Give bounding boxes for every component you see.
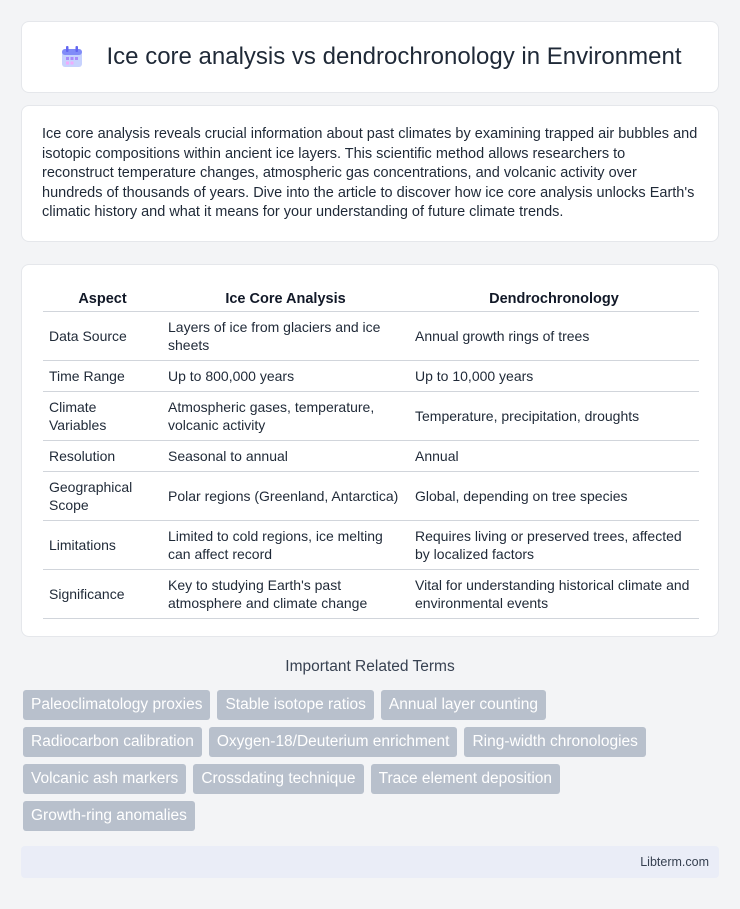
term-tag[interactable]: Stable isotope ratios <box>217 690 373 720</box>
related-terms-list <box>23 690 723 838</box>
tag-row <box>23 727 723 757</box>
table-cell: Limitations <box>43 521 162 570</box>
table-cell: Up to 800,000 years <box>162 361 409 392</box>
table-row <box>43 392 699 441</box>
term-tag[interactable]: Annual layer counting <box>381 690 546 720</box>
table-row <box>43 521 699 570</box>
related-terms-title: Important Related Terms <box>285 658 455 675</box>
table-cell: Key to studying Earth's past atmosphere and climate change <box>162 570 409 619</box>
table-cell: Limited to cold regions, ice melting can affect record <box>162 521 409 570</box>
table-cell: Layers of ice from glaciers and ice sheets <box>162 312 409 361</box>
table-cell: Temperature, precipitation, droughts <box>409 392 699 441</box>
table-cell: Requires living or preserved trees, affected by localized factors <box>409 521 699 570</box>
table-cell: Resolution <box>43 441 162 472</box>
intro-card <box>21 105 719 242</box>
table-cell: Geographical Scope <box>43 472 162 521</box>
intro-text: Ice core analysis reveals crucial information about past climates by examining trapped air bubbles and isotopic compositions within ancient ice layers. This scientific method allows researchers to reconstruct temperature changes, atmospheric gas concentrations, and volcanic activity over hundreds of thousands of years. Dive into the article to discover how ice core analysis unlocks Earth's climatic history and what it means for your understanding of future climate trends. <box>42 126 698 221</box>
term-tag[interactable]: Crossdating technique <box>193 764 363 794</box>
table-cell: Global, depending on tree species <box>409 472 699 521</box>
table-row <box>43 570 699 619</box>
table-header-row <box>43 285 699 312</box>
comparison-table-card <box>21 264 719 637</box>
table-cell: Atmospheric gases, temperature, volcanic activity <box>162 392 409 441</box>
table-cell: Polar regions (Greenland, Antarctica) <box>162 472 409 521</box>
column-header: Aspect <box>43 285 162 312</box>
tag-row <box>23 764 723 794</box>
table-cell: Seasonal to annual <box>162 441 409 472</box>
table-row <box>43 312 699 361</box>
column-header: Ice Core Analysis <box>162 285 409 312</box>
table-cell: Time Range <box>43 361 162 392</box>
tag-row <box>23 690 723 720</box>
header-card <box>21 21 719 93</box>
table-row <box>43 361 699 392</box>
table-cell: Significance <box>43 570 162 619</box>
term-tag[interactable]: Ring-width chronologies <box>464 727 645 757</box>
term-tag[interactable]: Paleoclimatology proxies <box>23 690 210 720</box>
table-cell: Annual growth rings of trees <box>409 312 699 361</box>
table-row <box>43 441 699 472</box>
page-title: Ice core analysis vs dendrochronology in Environment <box>106 43 682 70</box>
term-tag[interactable]: Trace element deposition <box>371 764 560 794</box>
table-cell: Vital for understanding historical climate and environmental events <box>409 570 699 619</box>
table-cell: Annual <box>409 441 699 472</box>
calendar-icon <box>59 44 85 70</box>
column-header: Dendrochronology <box>409 285 699 312</box>
term-tag[interactable]: Volcanic ash markers <box>23 764 186 794</box>
term-tag[interactable]: Radiocarbon calibration <box>23 727 202 757</box>
term-tag[interactable]: Growth-ring anomalies <box>23 801 195 831</box>
table-cell: Data Source <box>43 312 162 361</box>
comparison-table <box>43 285 699 619</box>
term-tag[interactable]: Oxygen-18/Deuterium enrichment <box>209 727 458 757</box>
table-cell: Climate Variables <box>43 392 162 441</box>
table-row <box>43 472 699 521</box>
tag-row <box>23 801 723 831</box>
table-cell: Up to 10,000 years <box>409 361 699 392</box>
footer <box>21 846 719 878</box>
footer-brand-link[interactable]: Libterm.com <box>640 855 709 869</box>
